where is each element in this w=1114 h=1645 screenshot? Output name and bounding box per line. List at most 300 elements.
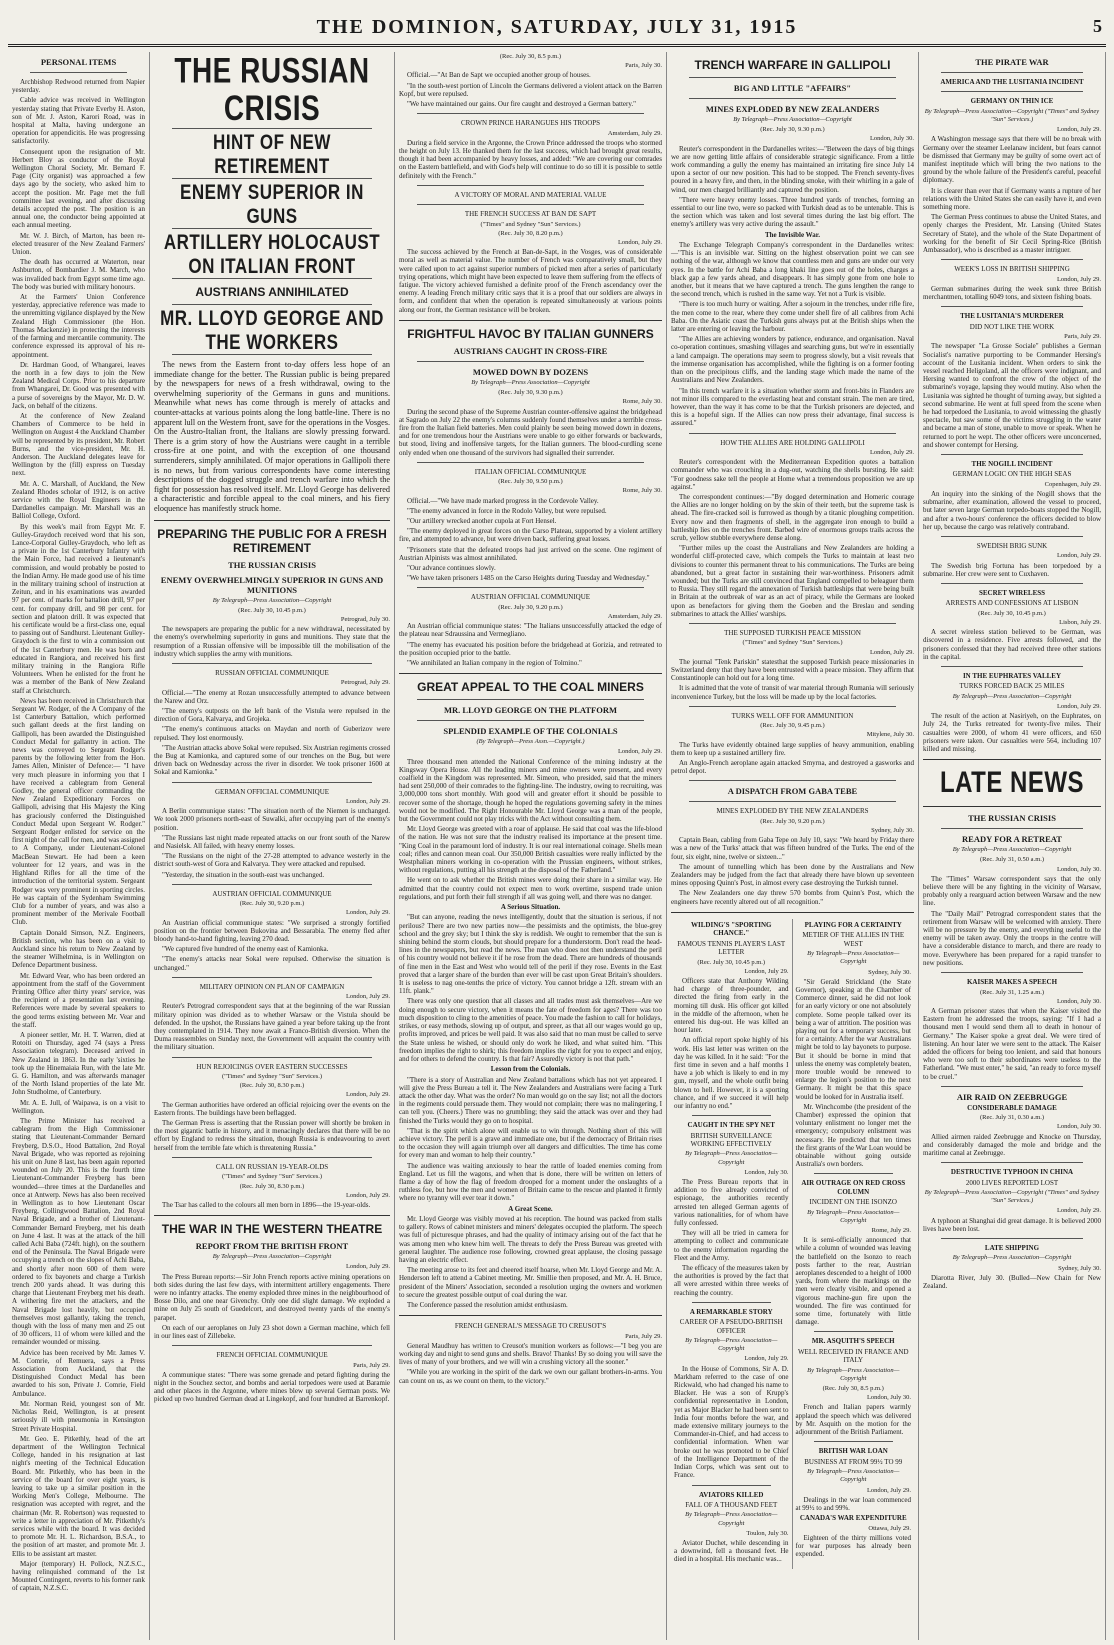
divider	[172, 1057, 372, 1058]
divider	[689, 706, 896, 707]
dateline: London, July 29.	[744, 967, 789, 975]
subheading: SECRET WIRELESS	[978, 588, 1046, 597]
paragraph: "In this trench warfare it is a situation whether storm and front-bits in Flanders are not minor ills compared to the everlasting heat and constant strain. The men are tired, however, than the way it has come to be that the Turkish prisoners are dejected, and this is a hopeful sign. If the Allies can now press their advantage, final success is assured."	[671, 386, 914, 428]
dateline: Paris, July 29.	[625, 1332, 662, 1340]
subheading: CANADA'S WAR EXPENDITURE	[799, 1514, 907, 1523]
paragraph: In the House of Commons, Sir A. D. Markham referred to the case of one Rickwald, who had changed his name to Blacker. He was a son of Krupp's confidential representative in London, yet as Major Blacker he had been sent to India four months before the war, and made extensive military journeys to the Commander-in-Chief, and had access to confidential information. When war broke out he was promoted to be Chief of the Intelligence Department of the Indian Corps, which was sent out to France.	[674, 1364, 789, 1480]
subheading: IN THE EUPHRATES VALLEY	[962, 672, 1062, 681]
divider	[689, 623, 896, 624]
subheading: A DISPATCH FROM GABA TEBE	[727, 786, 858, 797]
article-body	[671, 741, 914, 776]
byline: By Telegraph—Press Association—Copyright	[685, 1150, 778, 1166]
byline: By Telegraph—Press Association—Copyright	[807, 1366, 900, 1382]
subheading: TURKS FORCED BACK 25 MILES	[959, 682, 1065, 691]
divider	[941, 1162, 1083, 1163]
subheading: MILITARY OPINION ON PLAN OF CAMPAIGN	[199, 982, 345, 991]
paragraph: Cable advice was received in Wellington yesterday stating that Private Everby H. Aston, son of Mr. J. Aston, Karori Road, was in hospital at Malta, having undergone an operation for appendicitis. He was progressing satisfactorily.	[12, 96, 145, 146]
paragraph: "We annihilated an Italian company in the region of Tolmino."	[407, 658, 582, 667]
paragraph: Mr. W. J. Birch, of Marton, has been re-elected treasurer of the New Zealand Farmers' Union.	[12, 231, 145, 257]
paragraph: The Conference passed the resolution amidst enthusiasm.	[407, 1301, 568, 1309]
received-time: (Rec. July 30, 9.30 p.m.)	[498, 389, 563, 397]
dateline: London, July 29.	[345, 993, 390, 1001]
subheading: GERMAN LOGIC ON THE HIGH SEAS	[952, 470, 1072, 479]
paragraph: An official report spoke highly of his work. His last letter was written on the day he was killed. In it he said: "For the first time in seven and a half months I have a job which is likely to end in my gun, myself, and the whole outfit being blown to hell. However, it is a sporting chance, and if we succeed it will help our infantry no end."	[674, 1036, 789, 1110]
subheading: AUSTRIAN OFFICIAL COMMUNIQUE	[212, 889, 332, 898]
paragraph: A communique states: "There was some grenade and petard fighting during the night in the Souchez sector, and bombs and aerial torpedoes were used at Baramie and other places in the Argonne, where mines blew up several German posts. We picked up two hundred German dead at Lingekopf, and four hundred at Barrenkopf.	[154, 1370, 390, 1404]
inline-subhead: The Invisible War.	[764, 230, 821, 239]
dateline: London, July 29.	[345, 1091, 390, 1099]
paragraph: Major (temporary) H. Pollock, N.Z.S.C., having relinquished command of the 1st Mounted Contingent, reverts to his former rank of captain, N.Z.S.C.	[12, 1559, 145, 1593]
article-body	[796, 1403, 912, 1436]
paragraph: "We have maintained our gains. Our fire caught and destroyed a German battery."	[407, 100, 637, 109]
paragraph: "That is the spirit which alone will enable us to win through. Nothing short of this will achieve victory. The peril is a grave and immediate one, but if the democracy of Britain rises to the occasion they will again triumph over all dangers and difficulties. The time has come for every man and woman to help their country."	[399, 1126, 662, 1160]
subheading: LATE SHIPPING	[984, 1243, 1040, 1252]
subheading: FALL OF A THOUSAND FEET	[685, 1500, 778, 1509]
dateline: London, July 29.	[1056, 275, 1101, 283]
headline: HINT OF NEW RETIREMENT	[213, 130, 331, 178]
paragraph: The Press Bureau reports that in addition to five already convicted of espionage, the authorities recently arrested ten alleged German agents of various nationalities, for of whom have fully confessed.	[674, 1177, 789, 1227]
two-column-section	[671, 919, 914, 1569]
dateline: Rome, July 29.	[871, 1227, 911, 1234]
paragraph: Mr. Lloyd George was greeted with a roar of applause. He said that coal was the life-blood of the nation. He was not sure that the industry realised its importance at the present time. "King Coal in the paramount lord of industry. It is our real international coinage. Shells mean coal; rifles and cannon mean coal. Our 350,000 British casualties were really inflicted by the Westphalian miners working in co-operation with the Prussian engineers, without strikes, without regulations, putting all his strength at the disposal of the Fatherland."	[399, 825, 662, 875]
dateline: London, July 29.	[866, 1486, 911, 1494]
paragraph: Mr. Norman Reid, youngest son of Mr. Nicholas Reid, Wellington, is at present seriously ill with pneumonia in Kensington Street Private Hospital.	[12, 1399, 145, 1433]
divider	[172, 884, 372, 885]
subheading: BRITISH SURVEILLANCE WORKING EFFECTIVELY	[690, 1131, 772, 1148]
divider	[923, 806, 1101, 807]
paragraph: "We captured five hundred of the enemy east of Kamionka.	[162, 945, 329, 954]
subheading: AVIATORS KILLED	[699, 1490, 764, 1499]
subheading: THE RUSSIAN CRISIS	[968, 813, 1056, 824]
dateline: Petrograd, July 29.	[340, 679, 390, 687]
paragraph: "Prisoners state that the defeated troops had just arrived on the scene. One regiment of Austrian Alpinists was almost annihilated.	[399, 545, 662, 562]
dateline: Sydney, July 30.	[871, 827, 914, 835]
subheading: HUN REJOICINGS OVER EASTERN SUCCESSES	[196, 1062, 348, 1071]
divider	[692, 1115, 771, 1116]
received-time: (Rec. July 30, 8.30 p.m.)	[239, 1182, 305, 1190]
article-body	[399, 1215, 662, 1309]
subheading: BRITISH WAR LOAN	[818, 1447, 888, 1456]
column-russian-crisis	[150, 52, 395, 1640]
subheading: THE SUPPOSED TURKISH PEACE MISSION	[724, 628, 861, 637]
article-body	[796, 1534, 912, 1559]
received-time: (Rec. July 31, 0.50 a.m.)	[979, 856, 1045, 864]
received-time: (Rec. July 30, 8.5 p.m.)	[822, 1385, 884, 1393]
dateline: London, July 30.	[744, 1168, 789, 1176]
divider	[172, 304, 372, 305]
paragraph: Official.—"The enemy at Rozan unsuccessfully attempted to advance between the Narew and Orz.	[154, 688, 390, 705]
divider	[172, 663, 372, 664]
article-body	[796, 978, 912, 1169]
paragraph: A Washington message says that there will be no break with Germany over the steamer Leelanaw incident, but fears cannot be dismissed that Germany may be guilty of some overt act of manifest ineptitude which will bring the two nations to the ground by the whole failure of the President's careful, peaceful diplomacy.	[923, 135, 1101, 185]
paragraph: "Further miles up the coast the Australians and New Zealanders are holding a wonderful cliff-protected cave, which compels the Turks to maintain at least two divisions to counter this permanent threat to his communications. The Turks are being abandoned, but a great factor in sustaining their war-worthiness. Prisoners admit wounded; but the Turks are still convinced that England compelled to beleaguer them to Russia. They still regard the annexation of Turkish battleships that were being built in Britain at the outbreak of war as an act of piracy, while the Germans are looked upon as benefactors for giving them the Goeben and the Breslau and sending submarines to attack the Allies' warships.	[671, 544, 914, 618]
paragraph: Mr. Lloyd George was visibly moved at his reception. The hound was packed from stalls to gallery. Rows of cabinet ministers and miners' delegates occupied the platform. The speech was full of picturesque phrases, and had the quality of intimacy arising out of the fact that he was among men who knew him well. The threats to defy the Press Bureau was greeted with general laughter. The audience rose following, crowned great applause, the closing passage having an electric effect.	[399, 1214, 662, 1264]
byline: By Telegraph—Press Association—Copyright	[685, 1511, 778, 1527]
paragraph: French and Italian papers warmly applaud the speech which was delivered by Mr. Asquith on the motion for the adjournment of the British Parliament.	[795, 1403, 911, 1437]
divider	[692, 1485, 771, 1486]
publication-title: THE DOMINION, SATURDAY, JULY 31, 1915	[316, 16, 798, 38]
byline: By Telegraph—Press Association—Copyright	[952, 1254, 1072, 1262]
divider	[417, 204, 644, 205]
paragraph: News has been received in Christchurch that Sergeant W. Rodger, of the A Company of the 1st Canterbury Battalion, which performed such gallant deeds at the first landing on Gallipoli, has been awarded the Distinguished Conduct Medal for gallantry in action. The news was conveyed to Sergeant Rodger's parents by the following letter from the Hon. James Allen, Minister of Defence:— "I have very much pleasure in informing you that I have received a cablegram from General Godley, the general officer commanding the New Zealand Expeditionary Forces on Gallipoli, advising that His Majesty the King has graciously conferred the Distinguished Conduct Medal upon Sergeant W. Rodger." Sergeant Rodger enlisted for service on the first night of the call for men, and was assigned to A Company, under Lieutenant-Colonel MacBean Stewart. He had been a keen volunteer for 12 years, and was in the Highland Rifles for all the time of the introduction of the territorial system. Sergeant Rodger was very prominent in sporting circles. He was captain of the Sydenham Swimming Club for a number of years, and was also a prominent member of the Merivale Football Club.	[12, 696, 145, 927]
subheading: METIER OF THE ALLIES IN THE WEST	[802, 931, 905, 948]
paragraph: "While you are working in the spirit of the dark we own our gallant brothers-in-arms. You can count on us, as we count on them, to the victory."	[399, 1368, 662, 1385]
dateline: London, July 30.	[866, 1394, 911, 1402]
paragraph: Dealings in the war loan commenced at 99½ to and 99%.	[795, 1495, 911, 1512]
byline: By Telegraph—Press Association—Copyright	[952, 846, 1072, 854]
paragraph: Captain Donald Simson, N.Z. Engineers, British section, who has been on a visit to Auckland since his return to New Zealand by the steamer Wilhelmina, is in Wellington on Defence Department business.	[12, 928, 145, 970]
subheading: ARRESTS AND CONFESSIONS AT LISBON	[945, 599, 1079, 608]
divider	[941, 583, 1083, 584]
subheading: BUSINESS AT FROM 99½ TO 99	[804, 1457, 903, 1466]
paragraph: The result of the action at Nasiriyeh, on the Euphrates, on July 24, the Turks retreated for twenty-five miles. Their casualties were 2000, of whom 41 were officers, and 650 prisoners were taken. Our casualties were 564, including 107 killed and missing.	[923, 712, 1101, 754]
paragraph: Officers state that Anthony Wilding had charge of three-pounder, and directed the firing from early in the morning till dusk. His officer got killed in the middle of the afternoon, when he entered his dug-out. He was killed an hour later.	[674, 976, 789, 1035]
source-line: ("Times" and Sydney "Sun" Services.)	[742, 639, 843, 647]
subheading: BIG AND LITTLE "AFFAIRS"	[733, 83, 852, 93]
article-body	[399, 71, 662, 108]
paragraph: "Our artillery wrecked another cupola at Fort Hensel.	[407, 516, 557, 525]
dateline: London, July 29.	[1056, 1207, 1101, 1215]
dateline: Amsterdam, July 29.	[607, 612, 662, 620]
article-body	[674, 1365, 789, 1480]
late-news-headline: LATE NEWS	[939, 765, 1085, 800]
paragraph: The Exchange Telegraph Company's correspondent in the Dardanelles writes:—"This is an invisible war. Sitting on the highest observation point we can see nothing of the war, although we know that countless men and guns are under our very eyes. In the battle for Achi Baba a long khaki line goes out of the holes, charges a black gap a few yards ahead, and disappears. It has simply gone from one hole to another, but it means that we have captured a trench. The guns lengthen the range to the second trench, which is rushed in the same way. Yet not a Turk is visible.	[671, 241, 914, 299]
received-time: (Rec. July 31, 1.25 a.m.)	[979, 988, 1045, 996]
paragraph: "The Austrian attacks above Sokal were repulsed. Six Austrian regiments crossed the Bug at Kamionka, and captured some of our trenches on the Bug, but were driven back on Wednesday across the river in disorder. We took prisoner 1600 at Sokal and Kamionka."	[154, 743, 390, 777]
paragraph: German submarines during the week sunk three British merchantmen, totalling 6049 tons, and sixteen fishing boats.	[923, 284, 1101, 302]
paragraph: "The Russians last night made repeated attacks on our front south of the Narew and Nasielsk. All failed, with heavy enemy losses.	[154, 833, 390, 850]
subheading: CAREER OF A PSEUDO-BRITISH OFFICER	[679, 1318, 783, 1335]
dateline: London, July 29.	[1056, 552, 1101, 560]
paragraph: The correspondent continues:—"By dogged determination and Homeric courage the Allies are no longer holding on by the skin of their teeth, but the supreme task is ahead. The fire-cracked soil is furrowed as though by a titanic ploughing competition. Every now and then fragments of shell, in the aggregate iron enough to build a battleship lies on the trenches front. Barbed wire of enormous groups trails across the scrub, yellow stubble everywhere dense along.	[671, 492, 914, 542]
paragraph: The New Zealanders one day threw 570 bombs from Quinn's Post, which the engineers have recently altered out of all recognition."	[671, 889, 914, 906]
column-personal-items	[8, 52, 150, 1640]
subheading: MOWED DOWN BY DOZENS	[472, 366, 589, 377]
paragraph: It is semi-officially announced that while a column of wounded was leaving the battlefield on the Isonzo to reach posts farther to the rear, Austrian aeroplanes descended to a height of 1000 yards, from where the markings on the men were clearly visible, and opened a vigorous machine-gun fire upon the wounded. The fire was continued for some time, fortunately with little damage.	[795, 1236, 911, 1327]
article-body	[399, 497, 662, 583]
masthead	[8, 14, 1106, 47]
divider	[30, 72, 127, 73]
paragraph: The Turks have evidently obtained large supplies of heavy ammunition, enabling them to keep up a sustained artillery fire.	[671, 740, 914, 757]
paragraph: "We have taken prisoners 1485 on the Carso Heights during Tuesday and Wednesday."	[407, 574, 650, 583]
paragraph: The Prime Minister has received a cablegram from the High Commissioner stating that Lieutenant-Commander Bernard Freyberg, D.S.O., Hood Battalion, 2nd Royal Naval Brigade, who was reported as rejoining his unit on June 8 last, has been again reported wounded on July 20. This is the fourth time Lieutenant-Commander Freyberg has been wounded—three times at the Dardanelles and once at Antwerp. News has also been received in Wellington as to how Lieutenant Oscar Freyberg, Collingwood Battalion, 2nd Royal Naval Brigade, and a brother of Lieutenant-Commander Bernard Freyberg, met his death on June 4 last. It was at the attack of the hill called Achi Baba (724ft. high), on the southern end of the Peninsula. The Naval Brigade were occupying a trench on the slopes of Achi Baba, and shortly after noon 600 of them were ordered to fix bayonets and charge a Turkish trench 200 yards ahead. It was during this charge that Lieutenant Freyberg met his death. A withering fire met the attackers, and the Naval Brigade lost heavily, but occupied themselves most gallantly, taking the trench, though with the loss of many men and 25 out of 30 officers, 11 of whom were killed and the remainder wounded or missing.	[12, 1116, 145, 1347]
paragraph: They will all be tried in camera for attempting to collect and communicate to the enemy information regarding the Fleet and the Army.	[674, 1229, 789, 1262]
subheading: 2000 LIVES REPORTED LOST	[965, 1178, 1059, 1187]
headline: ENEMY SUPERIOR IN GUNS	[180, 180, 364, 228]
subheading: ENEMY OVERWHELMINGLY SUPERIOR IN GUNS AND MUNITIONS	[160, 574, 384, 595]
subheading: FRENCH OFFICIAL COMMUNIQUE	[216, 1351, 328, 1360]
paragraph: Advice has been received by Mr. James V. M. Comrie, of Remuera, says a Press Association from Auckland, that the Distinguished Conduct Medal has been awarded to his son, Private J. Comrie, Field Ambulance.	[12, 1348, 145, 1398]
article-body	[154, 1201, 390, 1209]
headline: FRIGHTFUL HAVOC BY ITALIAN GUNNERS	[407, 326, 654, 341]
paragraph: There was only one question that all classes and all trades must ask themselves—Are we doing enough to secure victory, when it means the fate of freedom for ages? There was too much disposition to cling to the amenities of peace. You made the fashion to call for holidays, strikes, or easy methods, slowing up of output, and spreer, as that all our wages would go up, profits improved, and prices be well paid. It was also said that no man must be called to serve the State unless he wished, or should only do work he liked, and what suited him. "This freedom implies the right to shirk; this freedom implies the right for you to expect and enjoy, and for others to defend the country. Is that fair? Assuredly victory is not that path."	[399, 997, 662, 1063]
paragraph: The Press Bureau reports:—Sir John French reports active mining operations on both sides during the last few days, with intermittent artillery engagements. There were no infantry attacks. The enemy exploded three mines in the neighbourhood of Bosse Dilo, and one near Givenchy. Only one did slight damage. We exploded a mine on July 25 south of Guedelcort, and destroyed twenty yards of the enemy's parapet.	[154, 1272, 390, 1322]
article-body	[399, 408, 662, 457]
inline-subhead: A Great Scene.	[508, 1204, 553, 1213]
dateline: London, July 29.	[869, 448, 914, 456]
divider	[941, 536, 1083, 537]
article-body	[674, 1539, 789, 1564]
paragraph: Aviator Duchet, while descending in a downwind, fell a thousand feet. He died in a hospital. His mechanic was...	[674, 1538, 789, 1564]
subheading: AUSTRIANS CAUGHT IN CROSS-FIRE	[453, 345, 608, 356]
paragraph: Official.—"At Ban de Sapt we occupied another group of houses.	[407, 71, 591, 80]
headline: MR. LLOYD GEORGE AND THE WORKERS	[160, 306, 384, 354]
subheading: MR. LLOYD GEORGE ON THE PLATFORM	[443, 705, 617, 716]
subheading: THE FRENCH SUCCESS AT BAN DE SAPT	[464, 210, 597, 219]
divider	[689, 780, 896, 781]
dateline: Rome, July 30.	[622, 398, 662, 406]
divider	[941, 1238, 1083, 1239]
article-body	[154, 1371, 390, 1404]
divider	[154, 520, 390, 521]
paragraph: The death has occurred at Waterton, near Ashburton, of Bombardier J. M. March, who was invalided back from Egypt some time ago. The body was buried with military honours.	[12, 258, 145, 291]
paragraph: "There were heavy enemy losses. Three hundred yards of trenches, forming an essential to our line two, were so packed with Turkish dead as to be untenable. This is the section which was taken and lost several times during the last big effort. The enemy's artillery was very active during the assault."	[671, 195, 914, 229]
divider	[417, 587, 644, 588]
subheading: WILDING'S "SPORTING CHANCE."	[691, 920, 772, 938]
divider	[172, 278, 372, 279]
article-body	[671, 241, 914, 427]
subheading: MINES EXPLODED BY THE NEW ZEALANDERS	[716, 807, 869, 816]
subheading: CAUGHT IN THE SPY NET	[687, 1121, 775, 1130]
article-body	[923, 135, 1101, 254]
paragraph: A typhoon at Shanghai did great damage. It is believed 2000 lives have been lost.	[923, 1216, 1101, 1233]
paragraph: On each of our aeroplanes on July 23 shot down a German machine, which fell in our lines east of Zillebeke.	[154, 1323, 390, 1340]
divider	[941, 1086, 1083, 1087]
paragraph: The German Press continues to abuse the United States, and openly charges the President, Mr. Lansing (United States Secretary of State), and the whole of the State Department of working for the benefit of Sir Cecil Spring-Rice (British Ambassador), who is described as a master intriguer.	[923, 213, 1101, 255]
paragraph: A pioneer settler, Mr. H. T. Warren, died at Rotoiti on Thursday, aged 74 (says a Press Association telegram). Deceased arrived in New Zealand in 1863. In the early 'sixties he took up the Hinemaiaia Run, with the late Mr. G. G. Hamilton, and was afterwards manager of the North Island properties of the late Mr. John Studholme, of Canterbury.	[12, 1030, 145, 1097]
subheading: INCIDENT ON THE ISONZO	[809, 1198, 897, 1207]
received-time: (Rec. July 30, 9.20 p.m.)	[498, 603, 563, 611]
dateline: Toulon, July 30.	[746, 1529, 789, 1537]
paragraph: An Austrian official communique states: "The Italians unsuccessfully attacked the edge of the plateau near Sdraussina and Vermegliano.	[399, 622, 662, 639]
paragraph: Mr. A. E. Jull, of Waipawa, is on a visit to Wellington.	[12, 1098, 145, 1115]
column-war-news	[395, 52, 667, 1640]
byline: (By Telegraph—Press Assn.—Copyright.)	[476, 738, 585, 746]
sub-column-right	[793, 919, 915, 1569]
dateline: London, July 30.	[1056, 1123, 1101, 1131]
article-body	[399, 139, 662, 180]
article-body	[674, 1178, 789, 1297]
paragraph: "The enemy advanced in force in the Rodolo Valley, but were repulsed.	[407, 506, 607, 515]
article-body	[923, 285, 1101, 301]
divider	[941, 306, 1083, 307]
dateline: London, July 29.	[617, 748, 662, 756]
paragraph: "The enemy's attacks near Sokal were repulsed. Otherwise the situation is unchanged."	[154, 955, 390, 972]
article-body	[923, 1133, 1101, 1158]
divider	[172, 782, 372, 783]
byline: By Telegraph—Press Association—Copyright	[685, 1337, 778, 1353]
divider	[814, 1441, 894, 1442]
dateline: London, July 30.	[869, 135, 914, 143]
dateline: London, July 29.	[345, 797, 390, 805]
divider	[941, 828, 1083, 829]
paragraph: Captain Bean, cabling from Gaba Tepe on July 10, says: "We heard by Friday there was a new of the Turks' attack that was fifteen hundred of the Turks. The end of the four, six eight, nine, twelve or sixteen..."	[671, 836, 914, 861]
paragraph: The newspapers are preparing the public for a new withdrawal, necessitated by the enemy's overwhelming superiority in guns and munitions. They state that the resumption of a Russian offensive will be impossible till the mobilisation of the industry which supplies the army with munitions.	[154, 625, 390, 658]
dateline: London, July 29.	[345, 1263, 390, 1271]
divider	[172, 977, 372, 978]
divider	[692, 1302, 771, 1303]
paragraph: Mr. Geo. E. Pitkethly, head of the art department of the Wellington Technical College, handed in his resignation at last night's meeting of the Technical Education Board. Mr. Pitkethly, who has been in the service of the board for over eight years, is leaving to take up a similar position in the Working Men's College, Melbourne. The resignation was accepted with regret, and the chairman (Mr. R. Robertson) was requested to write a letter in appreciation of Mr. Pitkethly's services while with the board. It was decided to promote Mr. H. L. Richardson, B.S.A., to the position of art master, and promote Mr. J. Ellis to be assistant art master.	[12, 1434, 145, 1558]
subheading: ITALIAN OFFICIAL COMMUNIQUE	[474, 467, 587, 476]
article-body	[154, 1101, 390, 1152]
article-body	[399, 1342, 662, 1385]
byline: By Telegraph—Press Association—Copyright	[807, 950, 900, 966]
dateline: Rome, July 30.	[622, 487, 662, 495]
paragraph: It is clearer than ever that if Germany wants a rupture of her relations with the United States she can easily have it, and even something more.	[923, 186, 1101, 212]
byline: By Telegraph—Press Association—Copyright	[807, 1208, 900, 1224]
subheading: AUSTRIAN OFFICIAL COMMUNIQUE	[470, 593, 591, 602]
received-time: (Rec. July 30, 8.30 p.m.)	[239, 1082, 305, 1090]
page-number: 5	[1093, 16, 1102, 36]
paragraph: Official.—"We have made marked progress in the Cordevole Valley.	[407, 496, 599, 505]
byline: By Telegraph—Press Association—Copyright	[471, 378, 590, 386]
paragraph: A Berlin communique states: "The situation north of the Niemen is unchanged. We took 2000 prisoners north-east of Suwalki, after occupying part of the enemy's position.	[154, 807, 390, 832]
received-time: (Rec. July 30, 8.20 p.m.)	[498, 229, 563, 237]
lede-paragraph: The news from the Eastern front to-day offers less hope of an immediate change for the better. The Russian public is being prepared by the newspapers for news of a fresh withdrawal, owing to the overwhelming superiority of the Germans in guns and munitions. Meanwhile what news has come through is merely of attacks and counter-attacks at various points along the long battle-line. There is no apparent lull on the Western front, save for the operations in the Vosges. On the Austro-Italian front, the Italians are slowly pressing forward. There is a grim story of how the Austrians were caught in a terrible cross-fire at one point, and with the exception of one thousand surrenderers, simply annihilated. Of major operations in Gallipoli there is no news, but from various correspondents have come interesting descriptions of the dogged struggle and trench warfare into which the fight for possession has resolved itself. Mr. Lloyd George has delivered a characteristic and forcible appeal to the coal miners, and his fiery eloquence has manifestly struck home.	[154, 360, 390, 513]
paragraph: A secret wireless station believed to be German, was discovered in a residence. Five arrests followed, and the prisoners confessed that they had received three other stations in the capital.	[923, 628, 1101, 661]
paragraph: He went on to ask whether the British mines were doing their share in a similar way. He admitted that the country could not expect men to work overtime, suspend trade union regulations, and put forth their full strength if all was going well, and there was no danger.	[399, 876, 662, 901]
article-body	[154, 625, 390, 658]
paragraph: Mr. Winchcombe (the president of the Chamber) expressed the opinion that voluntary enlistment no longer met the emergency; compulsory enlistment was necessary. He predicted that ten times the first grants of the War Loan would be obtainable without going outside Australia's own borders.	[795, 1102, 911, 1169]
paragraph: During the second phase of the Supreme Austrian counter-offensive against the bridgehead at Sagrado on July 22 the enemy's columns suddenly found themselves under a terrible cross-fire from the Italian field batteries. Men could plainly be seen being mowed down in dozens, and for one tremendous hour the Austrians were unable to go either forwards or backwards, but stood, living and inoffensive targets, for the Italian gunners. The blood-curdling scene only ended when one thousand of the survivors had signalled their surrender.	[399, 407, 662, 457]
divider	[689, 77, 896, 78]
byline: By Telegraph—Press Association—Copyright ("Times" and Sydney "Sun" Services.)	[924, 107, 1100, 124]
article-body	[923, 1007, 1101, 1081]
subheading: WELL RECEIVED IN FRANCE AND ITALY	[797, 1347, 909, 1365]
paragraph: The newspaper "La Grosse Sociale" publishes a German Socialist's narrative purporting to be Commander Hersing's account of the Lusitania incident. When orders to sink the vessel reached Heligoland, all the officers were indignant, and Hersing wanted to confront the crew of the object of the submarine's voyage, lapsing they would mutiny. Also when the Lusitania was sighted he thought of turning away, but sighted a second submarine. He went at full speed from the scene when he had torpedoed the Lusitania, to avoid witnessing the ghastly spectacle, but saw some of the victims struggling in the water and became a man of stone, unable to move or speak. When he returned to port he wept. The other officers were unconcerned, and shower contempt for Hersing.	[923, 342, 1101, 449]
received-time: (Rec. July 30, 8.5 p.m.)	[499, 53, 562, 60]
inline-subhead: A Serious Situation.	[500, 903, 561, 912]
dateline: Copenhagen, July 29.	[1044, 480, 1101, 488]
subheading: KAISER MAKES A SPEECH	[966, 978, 1058, 987]
subheading: AMERICA AND THE LUSITANIA INCIDENT	[940, 78, 1084, 86]
paragraph: At the Farmers' Union Conference yesterday, appreciative reference was made to the unremitting vigilance displayed by the New Zealand High Commissioner (the Hon. Thomas Mackenzie) in protecting the interests of the farming and mercantile community. The conference expressed its approval of his re-appointment.	[12, 293, 145, 359]
divider	[417, 185, 644, 186]
paragraph: Eighteen of the thirty millions voted for war purposes has already been expended.	[795, 1533, 911, 1559]
divider	[417, 462, 644, 463]
article-body	[671, 836, 914, 906]
paragraph: The journal "Tenk Pariskin" statesthat the supposed Turkish peace missionaries in Switzerland deny that they have been entrusted with a peace mission. They affirm that Constantinople can hold out for a long time.	[671, 657, 914, 683]
paragraph: The "Daily Mail" Petrograd correspondent states that the retirement from Warsaw will be welcomed with anxiety. There will be no pressure by the enemy, and everything useful to the enemy will be taken away. Only the troops in the centre will have a considerable distance to march, and there are ready to move. Everywhere has been prepared for a rapid transfer to new positions.	[923, 909, 1101, 967]
divider	[814, 1331, 894, 1332]
paragraph: Reuter's correspondent with the Mediterranean Expedition quotes a battalion commander who was crouching in a dug-out, watching the shells bursting. He said: "For goodness sake tell the people at Home what a tremendous proposition we are up against."	[671, 458, 914, 491]
paragraph: Mr. A. C. Marshall, of Auckland, the New Zealand Rhodes scholar of 1912, is on active service with the Royal Engineers in the Dardanelles campaign. Mr. Marshall was an Balliol College, Oxford.	[12, 479, 145, 521]
dateline: London, July 29.	[345, 909, 390, 917]
dateline: Sydney, July 30.	[1058, 1264, 1101, 1272]
divider	[172, 1345, 372, 1346]
inline-subhead: Lesson from the Colonials.	[490, 1065, 571, 1074]
article-body	[154, 919, 390, 972]
article-body	[154, 1002, 390, 1051]
subheading: SPLENDID EXAMPLE OF THE COLONIALS	[443, 726, 618, 737]
article-body	[674, 977, 789, 1110]
column-pirate-war-late-news	[919, 52, 1106, 1640]
section-heading: PERSONAL ITEMS	[40, 57, 117, 67]
subheading: DID NOT LIKE THE WORK	[969, 322, 1055, 331]
byline: By Telegraph—Press Association—Copyright	[807, 1468, 900, 1484]
article-body	[671, 145, 914, 229]
subheading: A REMARKABLE STORY	[689, 1307, 773, 1316]
subheading: HOW THE ALLIES ARE HOLDING GALLIPOLI	[720, 438, 865, 447]
subheading: A VICTORY OF MORAL AND MATERIAL VALUE	[454, 190, 607, 199]
byline: By Telegraph—Press Association—Copyright	[212, 596, 332, 604]
subheading: GERMANY ON THIN ICE	[970, 97, 1054, 106]
divider	[417, 113, 644, 114]
received-time: (Rec. July 30, 9.20 p.m.)	[239, 900, 305, 908]
headline: PREPARING THE PUBLIC FOR A FRESH RETIREMENT	[157, 526, 387, 555]
received-time: (Rec. July 30, 10.45 p.m.)	[238, 606, 306, 614]
paragraph: "But can anyone, reading the news intelligently, doubt that the situation is serious, if not perilous? There are two new parties now—the pessimists and the optimists, the blue-grey school and the grey sky; but I think the sky is reddish. We ought to remember that the sun is shining behind the storm clouds, but should prepare for a thunderstorm. Don't read the head-lines in the newspapers, but read the news. The man who does not then understand the peril of his country would not believe it if he rose from the dead. There are hundreds of thousands of fine men in the East and West who would tell of the peril if they rose. Events in the East proved that a larger share of the burden than ever will be cast upon Great Britain's shoulders. It is useless to nag one-tenths the price of victory. You cannot bridge a 12ft. stream with an 11ft. plank."	[399, 913, 662, 996]
paragraph: The "Times" Warsaw correspondent says that the only believe there will be any fighting in the vicinity of Warsaw, probably only a rearguard action between Warsaw and the new line.	[923, 874, 1101, 908]
paragraph: The Swedish brig Fortuna has been torpedoed by a submarine. Her crew were sent to Cuxhaven.	[923, 561, 1101, 578]
article-body	[671, 658, 914, 701]
column-gallipoli	[667, 52, 919, 1640]
source-line: ("Times" and Sydney "Sun" Services.)	[221, 1073, 323, 1081]
paragraph: By this week's mail from Egypt Mr. F. Gulley-Graydoch received word that his son, Lance-Corporal Gulley-Graydoch, who left as a private in the 1st Canterbury Infantry with the Main Force, had received a lieutenant's commission, and would probably be posted to the Indian Army. He made good use of his time in the military training school of instruction at Zeitun, and in his examinations was awarded 97 per cent. of marks for battalion drill, 97 per cent. for company drill, and 98 per cent. for section and platoon drill. It was expected that his certificate would be a first-class one, equal to passing out of Sandhurst. Lieutenant Gulley-Graydoch is the first to win a commission out of the 1st Canterbury men. He was born and educated in Rangiora, and received his first military training in the Rangiora Rifle Volunteers. When he enlisted for the front he was a member of the Bank of New Zealand staff at Christchurch.	[12, 522, 145, 695]
paragraph: The efficacy of the measures taken by the authorities is proved by the fact that all were arrested within three weeks of reaching the country.	[674, 1264, 789, 1297]
paragraph: "The enemy has evacuated his position before the bridgehead at Gorizia, and retreated to the position occupied prior to the battle.	[399, 640, 662, 657]
dateline: London, July 29.	[617, 239, 662, 247]
dateline: Lisbon, July 29.	[1059, 619, 1101, 626]
article-body	[923, 1217, 1101, 1233]
paragraph: An Austrian official communique states: "We surprised a strongly fortified position on the frontier between Bukovina and Bessarabia. The enemy fled after bloody hand-to-hand fighting, leaving 270 dead.	[154, 918, 390, 944]
paragraph: During a field service in the Argonne, the Crown Prince addressed the troops who stormed the height on July 13. He thanked them for the last success, which had brought great results, though it had been accompanied by heavy losses, and added: "We are covering our comrades on the Eastern battlefield, and with God's help will continue to do so till it is possible to settle definitely with the French."	[399, 138, 662, 180]
subheading: RUSSIAN OFFICIAL COMMUNIQUE	[215, 668, 329, 677]
subheading: PLAYING FOR A CERTAINTY	[804, 920, 902, 929]
paragraph: Archbishop Redwood returned from Napier yesterday.	[12, 78, 145, 95]
article-body	[923, 875, 1101, 967]
subheading: GERMAN OFFICIAL COMMUNIQUE	[214, 787, 330, 796]
article-body	[399, 622, 662, 667]
dateline: Ottawa, July 29.	[868, 1524, 911, 1532]
divider	[399, 320, 662, 321]
paragraph: An Anglo-French aeroplane again attacked Smyrna, and destroyed a gasworks and petrol depot.	[671, 759, 914, 776]
paragraph: "There is a story of Australian and New Zealand battalions which has not yet appeared. I will give the Press Bureau a tell it. The New Zealanders and Australians were facing a Turk attack the other day. What was the order? No man would go on the say list; not all the doctors in the regiments could persuade them. They would not complain; there was no malingering, I can tell you. (Cheers.) There was no grumbling; they said the attack was over and they had finished the Turks would they go on to hospital.	[399, 1075, 662, 1125]
divider	[399, 673, 662, 674]
received-time: (Rec. July 30, 9.50 p.m.)	[498, 478, 563, 486]
divider	[941, 666, 1083, 667]
subheading: CALL ON RUSSIAN 19-YEAR-OLDS	[215, 1162, 329, 1171]
dateline: London, July 29.	[1056, 126, 1101, 134]
divider	[941, 91, 1083, 92]
article-body	[796, 1236, 912, 1326]
article-body	[399, 1076, 662, 1203]
article-body	[399, 913, 662, 1063]
paragraph: "There is too much hurry or waiting. After a sojourn in the trenches, under rifle fire, the men come to the rear, where they come under shell fire of all calibres from Achi Baba. On the Asiatic coast the Turkish guns always put at the British ships when the latter are entering or leaving the harbour.	[671, 300, 914, 334]
divider	[923, 759, 1101, 760]
dateline: London, July 30.	[1056, 865, 1101, 873]
paragraph: Consequent upon the resignation of Mr. Herbert Bloy as conductor of the Royal Wellington Choral Society, Mr. Bernard F. Page (City organist) was approached a few days ago by the society, who asked him to accept the position. Mr. Page met the full committee last evening, and after discussing details accepted the post. The position is an annual one, the conductor being appointed at each annual meeting.	[12, 147, 145, 230]
article-body	[923, 628, 1101, 661]
divider	[417, 699, 644, 700]
paragraph: It is admitted that the vote of transit of war material through Rumania will seriously inconvenience Turkey, but the loss will be made up by the local factories.	[671, 684, 914, 701]
paragraph: Allied airmen raided Zeebrugge and Knocke on Thursday, and considerably damaged the mole and bridge and the maritime canal at Zeebrugge.	[923, 1132, 1101, 1157]
subheading: FRENCH GENERAL'S MESSAGE TO CREUSOT'S	[454, 1322, 607, 1331]
headline: THE WAR IN THE WESTERN THEATRE	[161, 1222, 383, 1237]
paragraph: Mr. Edward Vear, who has been ordered an appointment from the staff of the Government Printing Office after thirty years' service, was the recipient of a presentation last evening. References were made by several speakers to the good terms existing between Mr. Vear and the staff.	[12, 971, 145, 1029]
subheading: CONSIDERABLE DAMAGE	[967, 1103, 1057, 1112]
subheading: MINES EXPLODED BY NEW ZEALANDERS	[705, 104, 880, 114]
source-line: ("Times" and Sydney "Sun" Services.)	[480, 220, 581, 228]
divider	[172, 354, 372, 355]
subheading: AIR RAID ON ZEEBRUGGE	[956, 1091, 1068, 1102]
article-body	[923, 342, 1101, 449]
divider	[689, 433, 896, 434]
paragraph: "The enemy's continuous attacks on Maydan and north of Guberizov were repulsed. They lost enormously.	[154, 725, 390, 742]
paragraph: "The Allies are achieving wonders by patience, endurance, and organisation. Naval co-operation continues, smashing villages and searching guns, but we're in essentially a land campaign. The operations may seem to progress slowly, but a visit reveals that the immense organisation has accomplished, while the fighting is on a former footing than on the precipitous cliffs, and the landing stage which made the name of the Australians and New Zealanders.	[671, 335, 914, 385]
paragraph: The audience was waiting anxiously to hear the rattle of loaded enemies coming from England. Let us fill the wagons, and when that is done, there will be written on letters of flame a day of how the flag of freedom drooped for a moment under the onslaughts of a ruthless foe, but how the men and women of Britain came to the rescue and planted it firmly where no tyranny will ever tear it down."	[399, 1161, 662, 1203]
received-time: (Rec. July 31, 0.30 a.m.)	[979, 1114, 1045, 1122]
